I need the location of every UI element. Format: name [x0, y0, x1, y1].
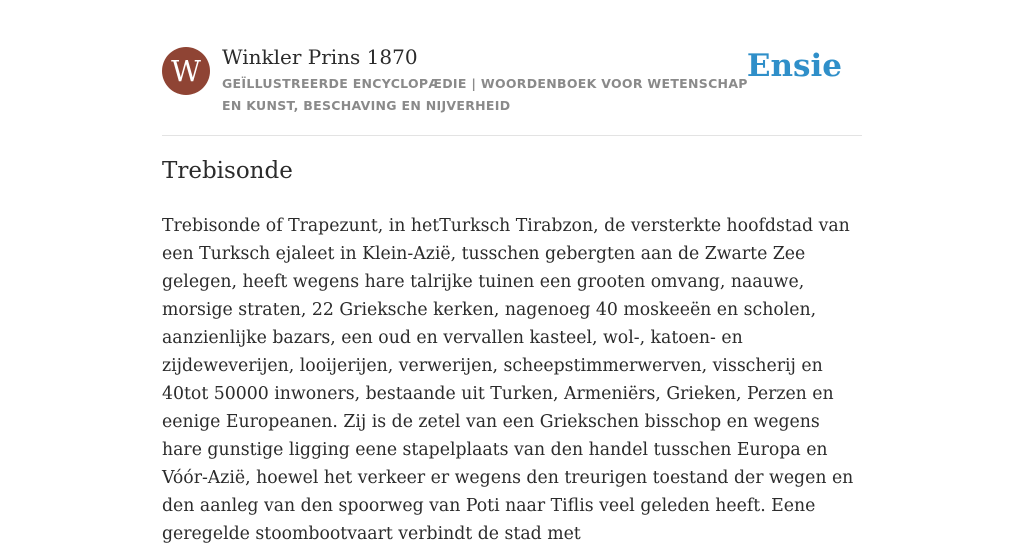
source-header [162, 44, 862, 134]
source-subtitle: GEÏLLUSTREERDE ENCYCLOPÆDIE | WOORDENBOEK VOOR WETENSCHAP EN KUNST, BESCHAVING EN NIJVERHEID [222, 76, 748, 113]
ensie-logo-link[interactable]: Ensie [746, 48, 842, 84]
entry-body: Trebisonde of Trapezunt, in hetTurksch Tirabzon, de versterkte hoofdstad van een Turksch ejaleet in Klein-Azië, tusschen gebergten aan de Zwarte Zee gelegen, heeft wegens hare talrijke tuinen een grooten omvang, naauwe, morsige straten, 22 Grieksche kerken, nagenoeg 40 moskeeën en scholen, aanzienlijke bazars, een oud en vervallen kasteel, wol-, katoen- en zijdeweverijen, looijerijen, verwerijen, scheepstimmerwerven, visscherij en 40tot 50000 inwoners, bestaande uit Turken, Armeniërs, Grieken, Perzen en eenige Europeanen. Zij is de zetel van een Griekschen bisschop en wegens hare gunstige ligging eene stapelplaats van den handel tusschen Europa en Vóór-Azië, hoewel het verkeer er wegens den treurigen toestand der wegen en den aanleg van den spoorweg van Poti naar Tiflis veel geleden heeft. Eene geregelde stoombootvaart verbindt de stad met [162, 216, 854, 544]
source-title[interactable]: Winkler Prins 1870 [222, 45, 418, 69]
header-divider [162, 135, 862, 136]
entry-title: Trebisonde [162, 158, 293, 184]
source-avatar[interactable]: W [162, 47, 210, 95]
